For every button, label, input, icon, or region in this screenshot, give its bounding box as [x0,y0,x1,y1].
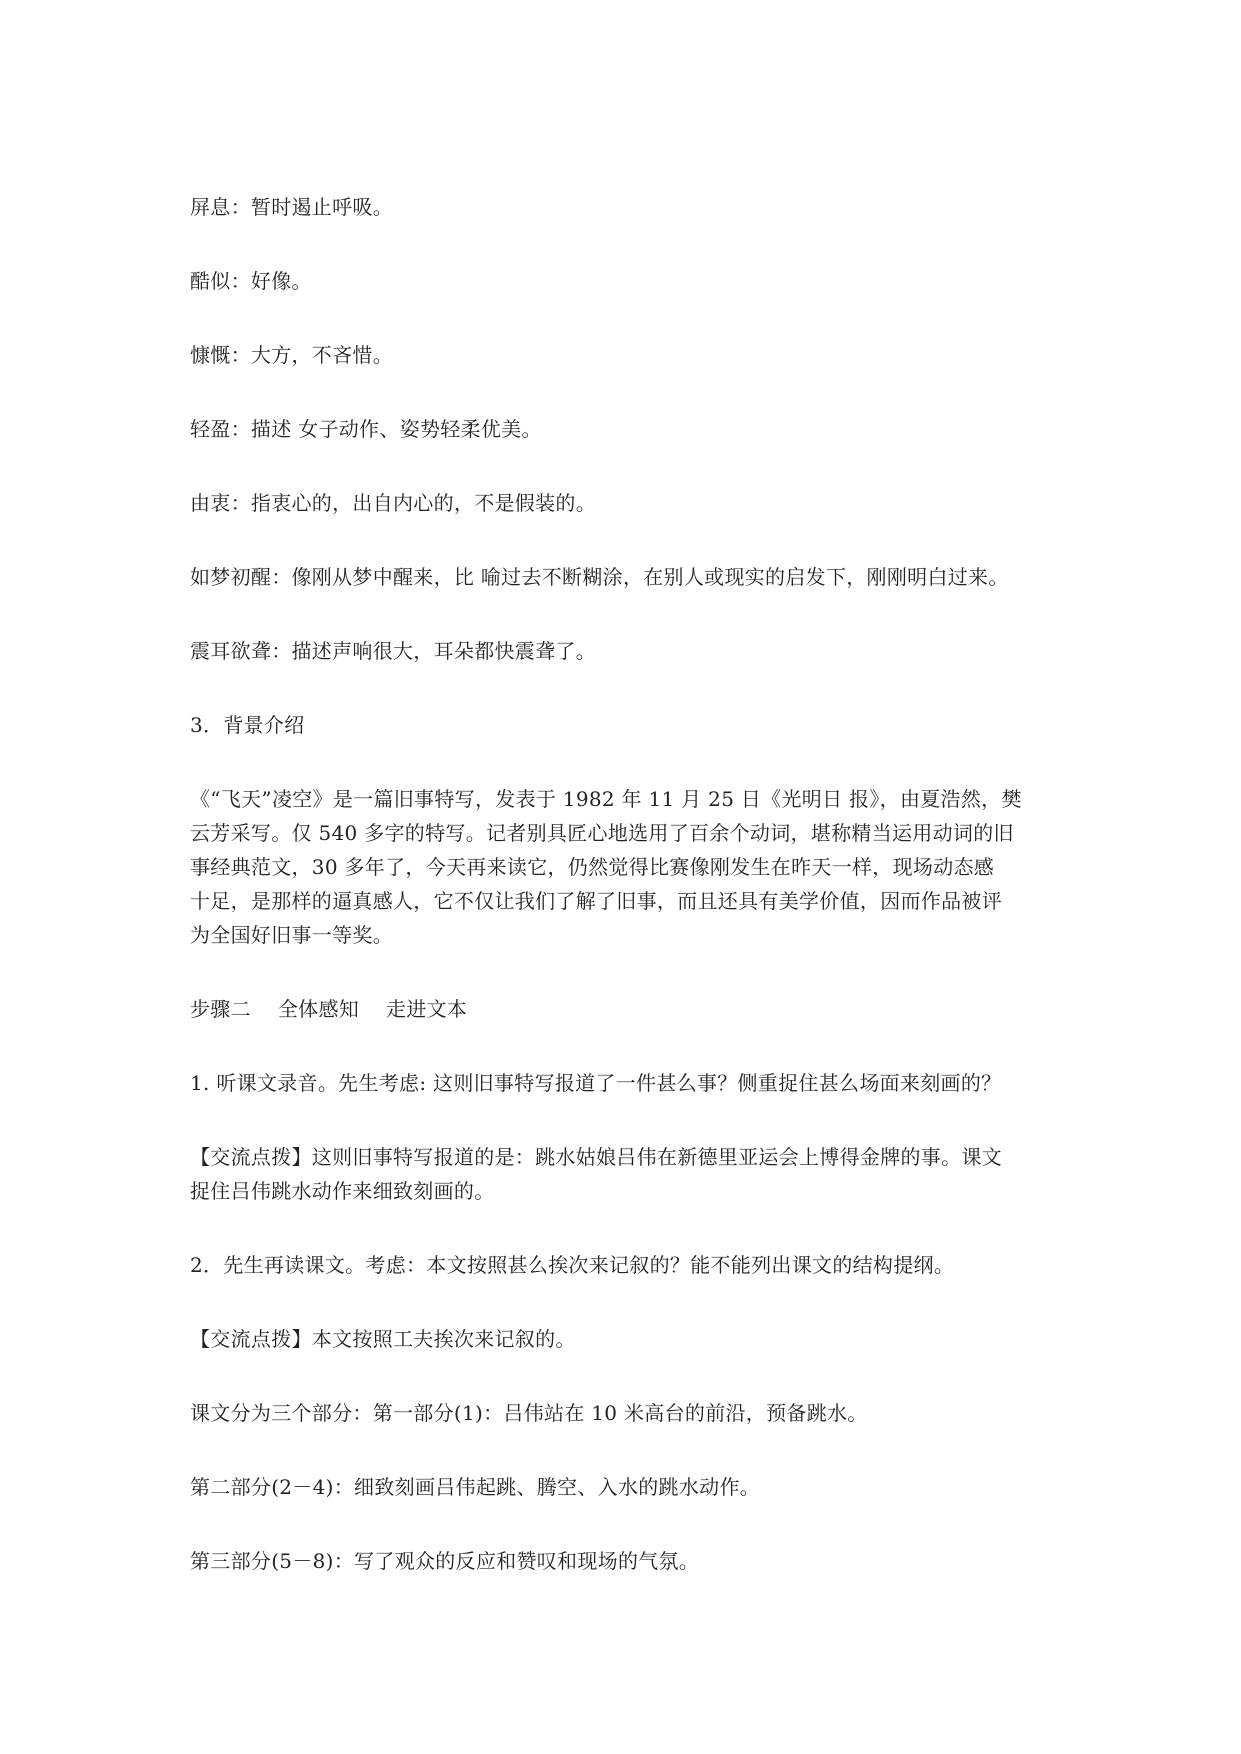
vocab-entry-youzhong: 由衷：指衷心的，出自内心的，不是假装的。 [190,491,596,515]
vocab-entry-qingying: 轻盈：描述 女子动作、姿势轻柔优美。 [190,417,542,441]
answer-1-line: 捉住吕伟跳水动作来细致刻画的。 [190,1179,495,1203]
answer-1 [190,1140,1060,1208]
answer-1-line: 【交流点拨】这则旧事特写报道的是：跳水姑娘吕伟在新德里亚运会上博得金牌的事。课文 [190,1145,1002,1169]
document-body [190,190,1060,1578]
background-line: 《“飞天”凌空》是一篇旧事特写，发表于 1982 年 11 月 25 日《光明日 报》，由夏浩然，樊 [190,787,1022,811]
vocab-entry-pingxi: 屏息：暂时遏止呼吸。 [190,195,393,219]
question-2: 2．先生再读课文。考虑：本文按照甚么挨次来记叙的？能不能列出课文的结构提纲。 [190,1253,955,1277]
answer-2: 【交流点拨】本文按照工夫挨次来记叙的。 [190,1327,576,1351]
background-line: 十足，是那样的逼真感人，它不仅让我们了解了旧事，而且还具有美学价值，因而作品被评 [190,889,1002,913]
vocab-entry-kangkai: 慷慨：大方，不吝惜。 [190,343,393,367]
section-heading-step2: 步骤二 全体感知 走进文本 [190,997,468,1021]
section-heading-background: 3．背景介绍 [190,713,305,737]
vocab-entry-zheneryulong: 震耳欲聋：描述声响很大，耳朵都快震聋了。 [190,639,596,663]
vocab-entry-kusi: 酷似：好像。 [190,269,312,293]
structure-part-2: 第二部分(2－4)：细致刻画吕伟起跳、腾空、入水的跳水动作。 [190,1475,761,1499]
background-paragraph [190,782,1060,952]
structure-part-1: 课文分为三个部分：第一部分(1)：吕伟站在 10 米高台的前沿，预备跳水。 [190,1401,868,1425]
background-line: 为全国好旧事一等奖。 [190,923,393,947]
vocab-entry-rumengchuxing: 如梦初醒：像刚从梦中醒来，比 喻过去不断糊涂，在别人或现实的启发下，刚刚明白过来。 [190,565,1009,589]
background-line: 事经典范文，30 多年了，今天再来读它，仍然觉得比赛像刚发生在昨天一样，现场动态感 [190,855,995,879]
structure-part-3: 第三部分(5－8)：写了观众的反应和赞叹和现场的气氛。 [190,1549,700,1573]
background-line: 云芳采写。仅 540 多字的特写。记者别具匠心地选用了百余个动词，堪称精当运用动词的旧 [190,821,1014,845]
question-1: 1. 听课文录音。先生考虑: 这则旧事特写报道了一件甚么事？侧重捉住甚么场面来刻画的？ [190,1071,1002,1095]
